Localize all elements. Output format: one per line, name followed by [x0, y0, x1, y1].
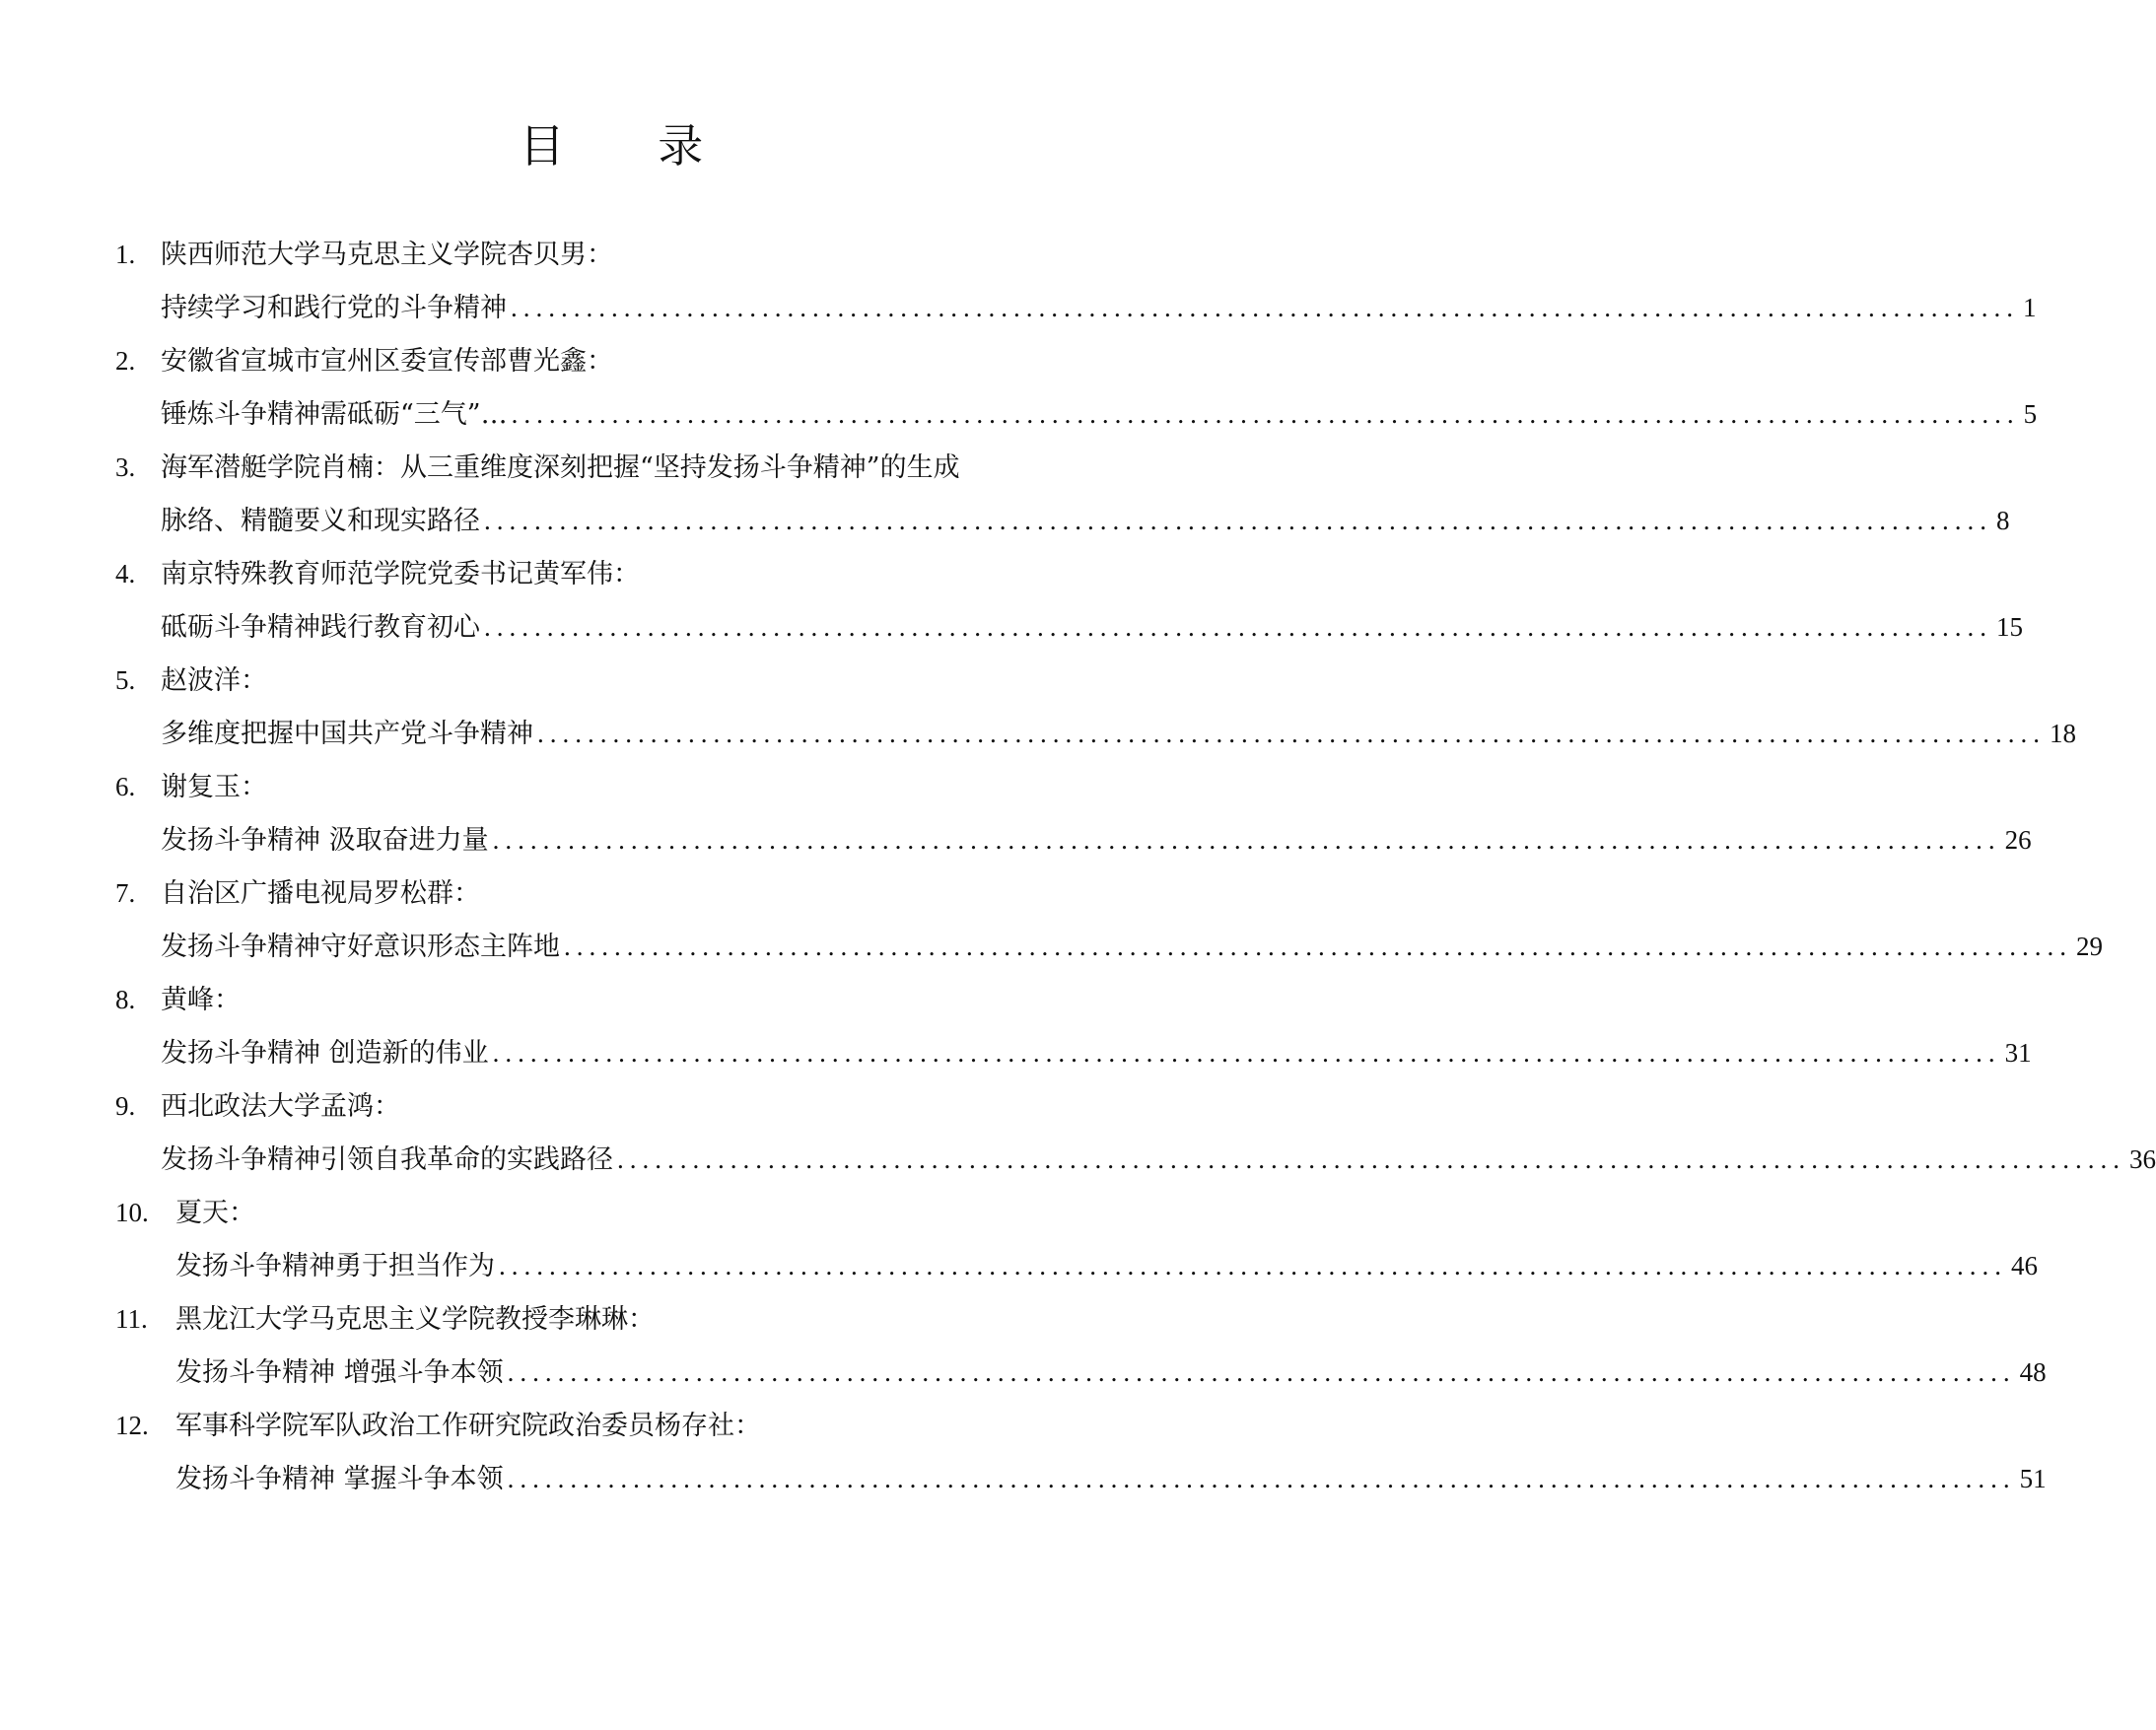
toc-entry-heading: 南京特殊教育师范学院党委书记黄军伟：	[161, 559, 640, 589]
toc-entry-heading: 黑龙江大学马克思主义学院教授李琳琳：	[175, 1304, 655, 1335]
toc-entry-number: 8.	[115, 985, 136, 1014]
toc-entry-number: 1.	[115, 240, 136, 269]
toc-entry-page: 15	[1996, 612, 2023, 642]
toc-entry-page: 36	[2129, 1144, 2156, 1174]
toc-entry-heading-row	[115, 660, 267, 701]
toc-entry-subtitle: 砥砺斗争精神践行教育初心	[161, 612, 480, 643]
page-title: 目 录	[519, 119, 743, 173]
dot-leader: ........................................................................................................................	[499, 1251, 2007, 1280]
toc-entry-subtitle: 发扬斗争精神守好意识形态主阵地	[161, 932, 560, 962]
toc-entry-number: 10.	[115, 1198, 149, 1227]
toc-entry[interactable]	[0, 767, 2032, 873]
toc-entry-subtitle-row	[161, 607, 2023, 648]
toc-entry[interactable]	[0, 235, 2037, 341]
toc-entry-number: 12.	[115, 1411, 149, 1440]
toc-entry-heading-row	[115, 1193, 255, 1233]
toc-entry[interactable]	[0, 1193, 2038, 1299]
toc-entry-subtitle: 持续学习和践行党的斗争精神	[161, 293, 507, 323]
toc-entry-subtitle: 发扬斗争精神 汲取奋进力量	[161, 825, 489, 856]
dot-leader: ........................................................................................................................	[507, 1464, 2016, 1493]
toc-entry-page: 5	[2023, 399, 2038, 429]
toc-entry[interactable]	[0, 341, 2038, 448]
toc-entry-number: 2.	[115, 346, 136, 376]
toc-entry-heading-row	[115, 448, 960, 488]
toc-entry-subtitle: 发扬斗争精神 掌握斗争本领	[175, 1464, 504, 1494]
dot-leader: ........................................................................................................................	[617, 1144, 2125, 1174]
toc-entry[interactable]	[0, 1086, 2156, 1193]
toc-entry-subtitle: 发扬斗争精神勇于担当作为	[175, 1251, 495, 1281]
toc-entry-heading-row	[115, 1299, 655, 1340]
toc-entry-page: 31	[2004, 1038, 2032, 1068]
dot-leader: ........................................................................................................................	[484, 506, 1992, 535]
toc-entry-subtitle-row	[161, 927, 2103, 967]
toc-entry-subtitle-row	[161, 1140, 2156, 1180]
table-of-contents	[0, 235, 2156, 1512]
toc-entry-subtitle: 多维度把握中国共产党斗争精神	[161, 719, 533, 749]
toc-entry-heading: 军事科学院军队政治工作研究院政治委员杨存社：	[175, 1411, 761, 1441]
toc-entry-heading-row	[115, 554, 640, 594]
dot-leader: ........................................................................................................................	[511, 293, 2019, 322]
toc-entry-subtitle: 发扬斗争精神 创造新的伟业	[161, 1038, 489, 1069]
toc-entry-page: 51	[2019, 1464, 2047, 1493]
dot-leader: ........................................................................................................................	[492, 825, 2001, 855]
toc-entry-subtitle-row	[175, 1352, 2047, 1393]
toc-entry-subtitle: 发扬斗争精神引领自我革命的实践路径	[161, 1144, 613, 1175]
dot-leader: ........................................................................................................................	[564, 932, 2072, 961]
dot-leader: ........................................................................................................................	[507, 1357, 2016, 1387]
toc-entry-heading-row	[115, 235, 613, 275]
toc-entry-subtitle: 锤炼斗争精神需砥砺“三气”…	[161, 399, 508, 430]
toc-entry-subtitle-row	[161, 394, 2038, 435]
toc-entry-heading-row	[115, 341, 613, 381]
toc-entry-page: 48	[2019, 1357, 2047, 1387]
toc-entry-page: 46	[2011, 1251, 2038, 1280]
toc-entry-heading: 陕西师范大学马克思主义学院杏贝男：	[161, 240, 613, 270]
toc-entry-heading: 安徽省宣城市宣州区委宣传部曹光鑫：	[161, 346, 613, 377]
toc-entry-heading: 谢复玉：	[161, 772, 267, 802]
toc-entry-number: 9.	[115, 1091, 136, 1121]
toc-entry-number: 4.	[115, 559, 136, 588]
toc-entry-number: 6.	[115, 772, 136, 801]
toc-entry-page: 1	[2023, 293, 2037, 322]
toc-entry-page: 8	[1996, 506, 2010, 535]
dot-leader: ........................................................................................................................	[492, 1038, 2001, 1068]
toc-entry-heading-row	[115, 767, 267, 807]
toc-entry-heading-row	[115, 1086, 400, 1127]
toc-entry-page: 26	[2004, 825, 2032, 855]
toc-entry-subtitle: 发扬斗争精神 增强斗争本领	[175, 1357, 504, 1388]
toc-entry[interactable]	[0, 873, 2103, 980]
toc-entry[interactable]	[0, 1299, 2047, 1406]
toc-entry-subtitle-row	[161, 1033, 2032, 1073]
toc-entry-number: 3.	[115, 452, 136, 482]
toc-entry-heading-row	[115, 1406, 761, 1446]
dot-leader: ........................................................................................................................	[484, 612, 1992, 642]
toc-entry[interactable]	[0, 980, 2032, 1086]
toc-entry-heading: 自治区广播电视局罗松群：	[161, 878, 480, 909]
dot-leader: ........................................................................................................................	[537, 719, 2046, 748]
toc-entry-heading-row	[115, 873, 480, 914]
toc-entry-subtitle-row	[161, 820, 2032, 861]
toc-entry-page: 18	[2050, 719, 2076, 748]
toc-entry-heading: 西北政法大学孟鸿：	[161, 1091, 400, 1122]
toc-entry-heading: 赵波洋：	[161, 665, 267, 696]
toc-entry[interactable]	[0, 448, 2010, 554]
toc-entry-heading: 海军潜艇学院肖楠：从三重维度深刻把握“坚持发扬斗争精神”的生成	[161, 452, 960, 483]
toc-entry-heading-row	[115, 980, 241, 1020]
toc-entry-number: 11.	[115, 1304, 148, 1334]
dot-leader: ........................................................................................................................	[511, 399, 2020, 429]
toc-entry-heading: 夏天：	[175, 1198, 255, 1228]
toc-entry-subtitle-row	[175, 1459, 2047, 1499]
toc-entry-subtitle-row	[161, 714, 2076, 754]
toc-entry-number: 7.	[115, 878, 136, 908]
toc-entry-subtitle-row	[161, 501, 2010, 541]
toc-entry-subtitle-row	[175, 1246, 2038, 1286]
toc-entry-subtitle-row	[161, 288, 2037, 328]
toc-entry[interactable]	[0, 660, 2076, 767]
toc-entry-subtitle: 脉络、精髓要义和现实路径	[161, 506, 480, 536]
toc-entry-page: 29	[2076, 932, 2103, 961]
toc-entry-heading: 黄峰：	[161, 985, 241, 1015]
toc-entry[interactable]	[0, 1406, 2047, 1512]
toc-entry-number: 5.	[115, 665, 136, 695]
toc-entry[interactable]	[0, 554, 2023, 660]
